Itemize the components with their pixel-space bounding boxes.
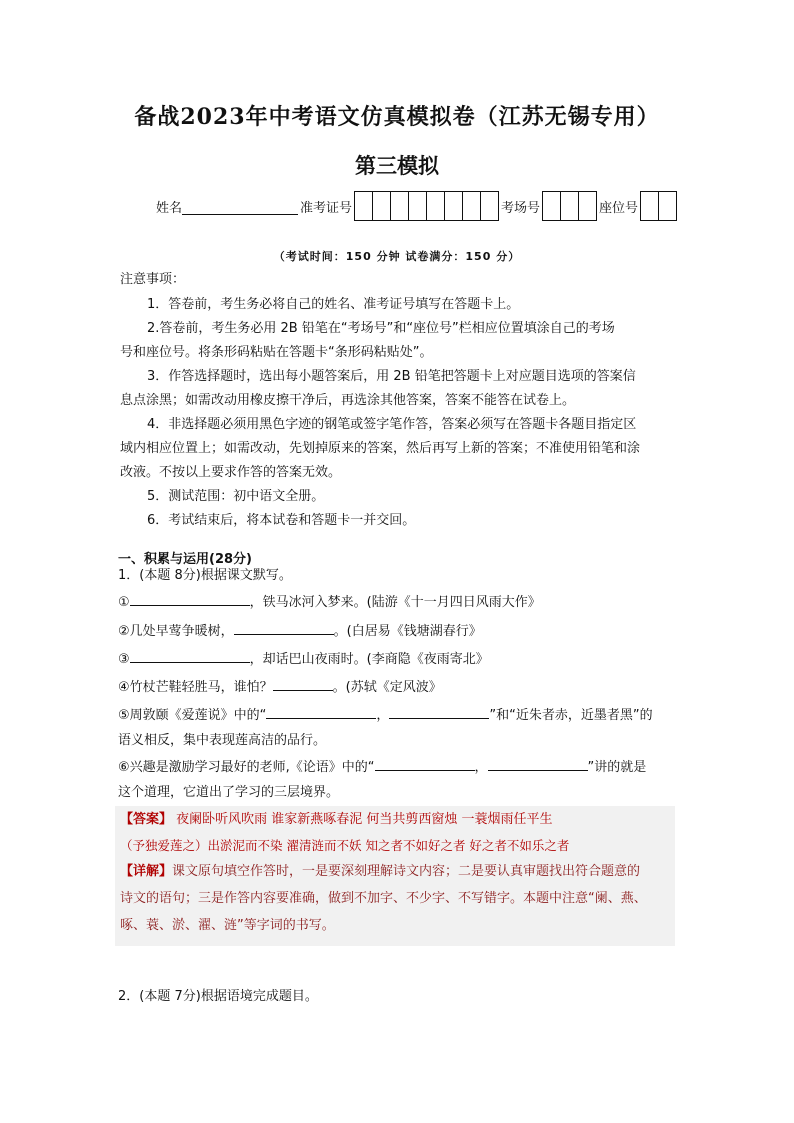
exam-room-label: 考场号 bbox=[501, 200, 541, 216]
answer-line-1: 【答案】 夜阑卧听风吹雨 谁家新燕啄春泥 何当共剪西窗烛 一蓑烟雨任平生 bbox=[120, 812, 553, 827]
answer-line-2: （予独爱莲之）出淤泥而不染 濯清涟而不妖 知之者不如好之者 好之者不如乐之者 bbox=[120, 838, 570, 853]
detail-label: 【详解】 bbox=[120, 864, 173, 879]
note-line: 5．测试范围：初中语文全册。 bbox=[147, 489, 325, 504]
dictation-item-4: ④竹杖芒鞋轻胜马，谁怕？ 。(苏轼《定风波》 bbox=[118, 676, 442, 700]
notes-heading: 注意事项： bbox=[120, 272, 186, 287]
paper-title: 备战2023年中考语文仿真模拟卷（江苏无锡专用） bbox=[134, 104, 660, 130]
note-line: 2.答卷前，考生务必用 2B 铅笔在“考场号”和“座位号”栏相应位置填涂自己的考场 bbox=[147, 321, 615, 336]
exam-room-boxes[interactable] bbox=[542, 191, 597, 221]
dictation-item-5: ⑤周敦颐《爱莲说》中的“ ， ”和“近朱者赤，近墨者黑”的 bbox=[118, 704, 653, 728]
exam-number-boxes[interactable] bbox=[354, 191, 499, 221]
dictation-item-1: ① ，铁马冰河入梦来。(陆游《十一月四日风雨大作》 bbox=[118, 591, 541, 615]
detail-line-2: 诗文的语句；三是作答内容要准确，做到不加字、不少字、不写错字。本题中注意“阑、燕、 bbox=[120, 891, 647, 906]
note-line: 域内相应位置上；如需改动，先划掉原来的答案，然后再写上新的答案；不准使用铅笔和涂 bbox=[120, 441, 641, 456]
note-line: 改液。不按以上要求作答的答案无效。 bbox=[120, 465, 342, 480]
seat-boxes[interactable] bbox=[640, 191, 677, 221]
name-field[interactable] bbox=[182, 198, 298, 215]
question-2-stem: 2．(本题 7分)根据语境完成题目。 bbox=[118, 989, 318, 1004]
note-line: 号和座位号。将条形码粘贴在答题卡“条形码粘贴处”。 bbox=[120, 345, 433, 360]
exam-time-info: （考试时间：150 分钟 试卷满分：150 分） bbox=[273, 250, 521, 263]
paper-subtitle: 第三模拟 bbox=[355, 153, 439, 178]
detail-line-3: 啄、蓑、淤、濯、涟”等字词的书写。 bbox=[120, 918, 335, 933]
note-line: 4．非选择题必须用黑色字迹的钢笔或签字笔作答，答案必须写在答题卡各题目指定区 bbox=[147, 417, 637, 432]
answer-blank[interactable] bbox=[389, 704, 489, 719]
exam-number-label: 准考证号 bbox=[300, 200, 353, 216]
dictation-item-2: ②几处早莺争暖树， 。(白居易《钱塘湖春行》 bbox=[118, 620, 482, 644]
answer-blank[interactable] bbox=[266, 704, 376, 719]
note-line: 1．答卷前，考生务必将自己的姓名、准考证号填写在答题卡上。 bbox=[147, 297, 520, 312]
answer-blank[interactable] bbox=[375, 756, 475, 771]
dictation-item-3: ③ ，却话巴山夜雨时。(李商隐《夜雨寄北》 bbox=[118, 648, 489, 672]
note-line: 息点涂黑；如需改动用橡皮擦干净后，再选涂其他答案，答案不能答在试卷上。 bbox=[120, 393, 576, 408]
seat-label: 座位号 bbox=[599, 200, 639, 216]
dictation-item-5-cont: 语义相反，集中表现莲高洁的品行。 bbox=[118, 733, 327, 748]
answer-blank[interactable] bbox=[273, 676, 333, 691]
dictation-item-6-cont: 这个道理，它道出了学习的三层境界。 bbox=[118, 785, 340, 800]
section-heading: 一、积累与运用(28分) bbox=[118, 552, 252, 567]
answer-blank[interactable] bbox=[488, 756, 588, 771]
candidate-info-row bbox=[156, 190, 679, 222]
answer-blank[interactable] bbox=[130, 648, 250, 663]
note-line: 3．作答选择题时，选出每小题答案后，用 2B 铅笔把答题卡上对应题目选项的答案信 bbox=[147, 369, 636, 384]
question-1-stem: 1．(本题 8分)根据课文默写。 bbox=[118, 568, 292, 583]
name-label: 姓名 bbox=[156, 200, 183, 216]
answer-blank[interactable] bbox=[234, 620, 334, 635]
answer-blank[interactable] bbox=[130, 591, 250, 606]
answer-label: 【答案】 bbox=[120, 812, 173, 827]
dictation-item-6: ⑥兴趣是激励学习最好的老师,《论语》中的“ ， ”讲的就是 bbox=[118, 756, 646, 780]
detail-line-1: 【详解】课文原句填空作答时，一是要深刻理解诗文内容；二是要认真审题找出符合题意的 bbox=[120, 864, 641, 879]
note-line: 6．考试结束后，将本试卷和答题卡一并交回。 bbox=[147, 513, 416, 528]
